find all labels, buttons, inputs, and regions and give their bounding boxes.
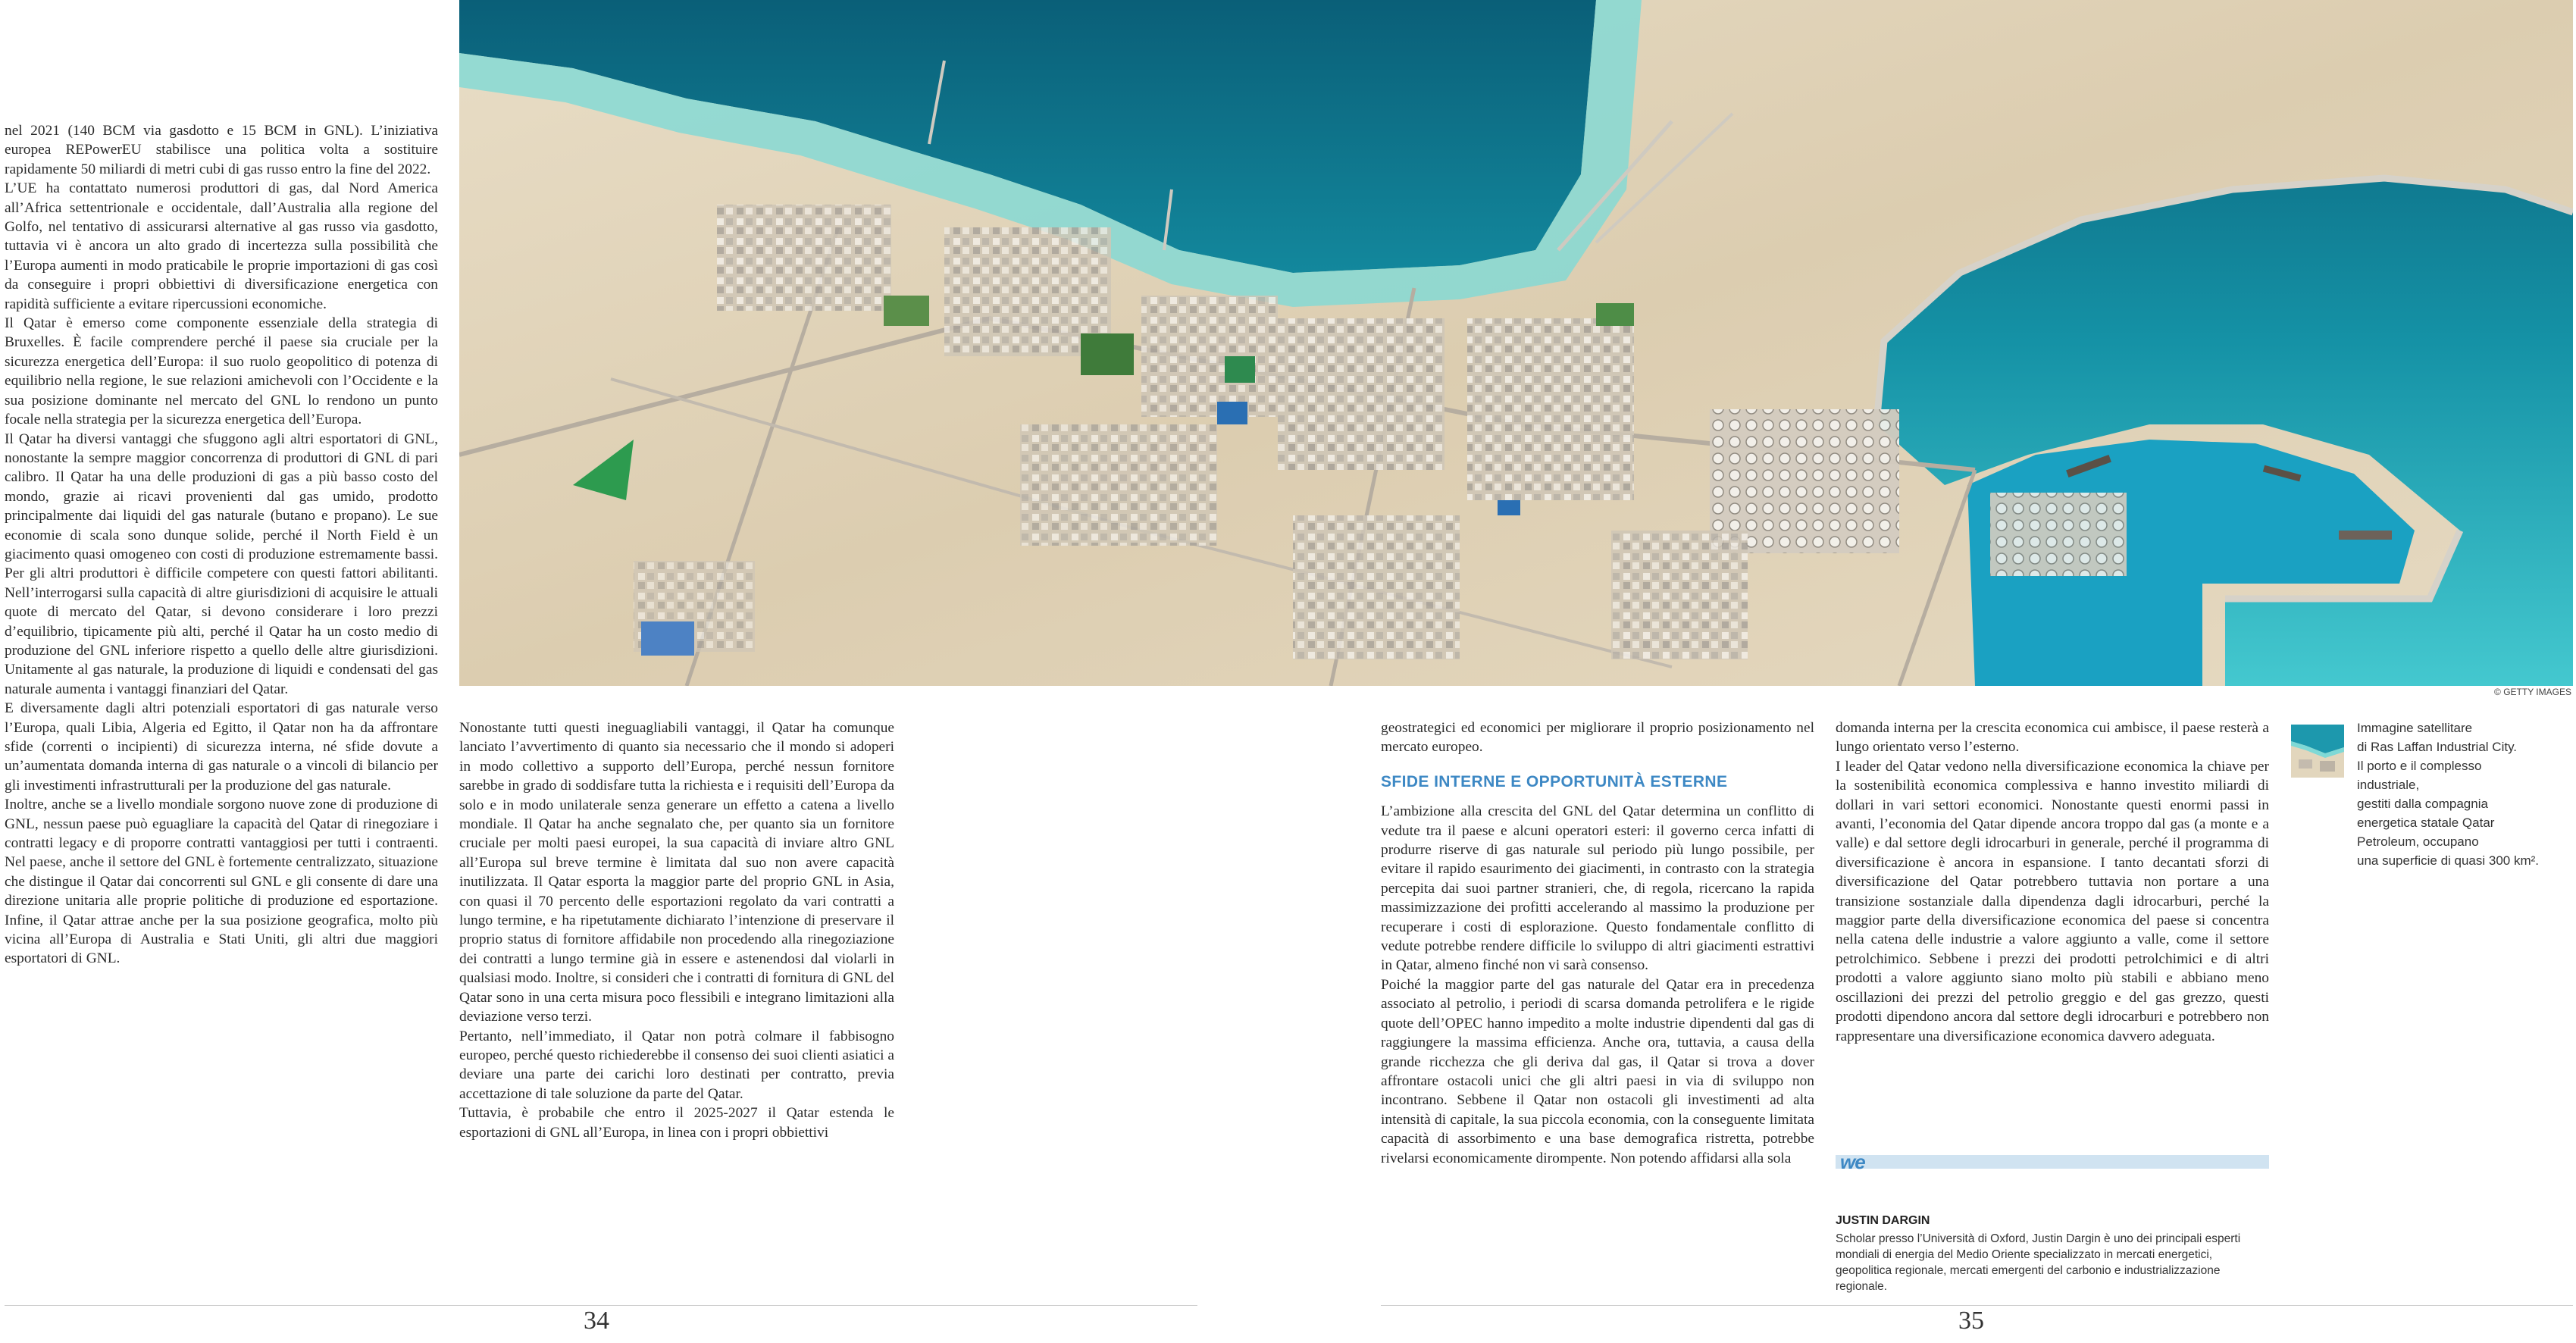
page-number-right: 35 <box>1958 1307 1984 1335</box>
paragraph: Inoltre, anche se a livello mondiale sorgono nuove zone di produzione di GNL, nessun paese può eguagliare la capacità del Qatar di rinegoziare i contratti legacy e di proporre contratti vantaggiosi per tutti i contraenti. Nel paese, anche il settore del GNL è fortemente centralizzato, situazione che distingue il Qatar dai concorrenti sul GNL e gli consente di dare una direzione unitaria alle proprie politiche di produzione ed esportazione. Infine, il Qatar attrae anche per la sua posizione geografica, molto più vicina all’Europa di Australia e Stati Uniti, gli altri due maggiori esportatori di GNL. <box>5 797 438 967</box>
satellite-photo <box>459 0 2573 686</box>
paragraph: Tuttavia, è probabile che entro il 2025-2027 il Qatar estenda le esportazioni di GNL all’Europa, in linea con i propri obbiettivi <box>459 1105 894 1141</box>
paragraph: Nonostante tutti questi ineguagliabili vantaggi, il Qatar ha comunque lanciato l’avvertimento di quanto sia necessario che il mondo si adoperi in modo collettivo a supporto dell’Europa, perché nessun fornitore sarebbe in grado di soddisfare tutta la richiesta e i requisiti dell’Europa da solo e in modo unilaterale senza generare un effetto a catena a livello mondiale. Il Qatar ha anche segnalato che, per quanto sia un fornitore cruciale per molti paesi europei, la sua capacità di inviare altro GNL all’Europa sul breve termine è limitata dal suo non avere capacità inutilizzata. Il Qatar esporta la maggior parte del proprio GNL in Asia, con quasi il 70 percento delle esportazioni regolato da vari contratti a lungo termine, e ha ripetutamente dichiarato l’intenzione di preservare il proprio status di fornitore affidabile non procedendo alla rinegoziazione dei contratti a lungo termine già in essere e astenendosi dal violarli in qualsiasi modo. Inoltre, si consideri che i contratti di fornitura di GNL del Qatar sono in una certa misura poco flessibili e integrano limitazioni alla deviazione verso terzi. <box>459 720 894 1025</box>
footer-rule-right <box>1381 1305 2573 1306</box>
author-name: JUSTIN DARGIN <box>1836 1214 1930 1227</box>
caption-line: Petroleum, occupano <box>2357 834 2479 849</box>
section-heading: SFIDE INTERNE E OPPORTUNITÀ ESTERNE <box>1381 772 1728 790</box>
caption-line: una superficie di quasi 300 km². <box>2357 853 2540 868</box>
paragraph: domanda interna per la crescita economica cui ambisce, il paese resterà a lungo orientato verso l’esterno. <box>1836 720 2269 756</box>
footer-rule-left <box>5 1305 1197 1306</box>
paragraph: L’ambizione alla crescita del GNL del Qatar determina un conflitto di vedute tra il paese e alcuni operatori esteri: il governo cerca infatti di produrre riserve di gas naturale sul periodo più lungo possibile, per evitare il rapido esaurimento dei giacimenti, in contrasto con la strategia percepita dai suoi partner stranieri, che, di regola, ricercano la rapida massimizzazione dei profitti accelerando al massimo la produzione per recuperare i costi di esplorazione. Questo fondamentale conflitto di vedute potrebbe rendere difficile lo sviluppo di altri giacimenti estrattivi in Qatar, almeno finché non vi sarà consenso. <box>1381 803 1814 974</box>
paragraph: geostrategici ed economici per migliorare il proprio posizionamento nel mercato europeo. <box>1381 720 1814 756</box>
author-divider-bar <box>1836 1155 2269 1169</box>
author-bio: Scholar presso l’Università di Oxford, Justin Dargin è uno dei principali esperti mondiali di energia del Medio Oriente specializzato in mercati energetici, geopolitica regionale, mercati emergenti del carbonio e industrializzazione regionale. <box>1836 1232 2241 1293</box>
caption-line: Immagine satellitare <box>2357 721 2473 735</box>
article-column-1 <box>5 121 438 969</box>
paragraph: Pertanto, nell’immediato, il Qatar non potrà colmare il fabbisogno europeo, perché questo richiederebbe il consenso dei suoi clienti asiatici a deviare una parte dei carichi loro destinati per contratto, previa accettazione di tale soluzione da parte del Qatar. <box>459 1028 894 1102</box>
caption-line: di Ras Laffan Industrial City. <box>2357 740 2518 754</box>
article-column-3 <box>1381 718 1814 1168</box>
caption-line: energetica statale Qatar <box>2357 816 2495 830</box>
caption-line: Il porto e il complesso industriale, <box>2357 759 2482 792</box>
paragraph: Il Qatar è emerso come componente essenziale della strategia di Bruxelles. È facile comprendere perché il paese sia cruciale per la sicurezza energetica dell’Europa: il suo ruolo geopolitico di potenza di equilibrio nella regione, le sue relazioni amichevoli con l’Occidente e la sua posizione dominante nel mercato del GNL lo rendono un punto focale nella strategia per la sicurezza energetica dell’Europa. <box>5 315 438 428</box>
paragraph: Poiché la maggior parte del gas naturale del Qatar era in precedenza associato al petrolio, i periodi di scarsa domanda petrolifera e le rigide quote dell’OPEC hanno impedito a molte industrie dipendenti dal gas di raggiungere la massima efficienza. Anche ora, tuttavia, a causa della grande ricchezza che gli deriva dal gas, il Qatar si trova a dover affrontare ostacoli unici che gli altri paesi in via di sviluppo non incontrano. Sebbene il Qatar non ostacoli gli investimenti ad alta intensità di capitale, la sua piccola economia, con la conseguente limitata capacità di assorbimento e una base demografica ristretta, potrebbe rivelarsi economicamente dirompente. Non potendo affidarsi alla sola <box>1381 976 1814 1166</box>
article-column-4 <box>1836 718 2269 1046</box>
page-number-left: 34 <box>584 1307 609 1335</box>
paragraph: L’UE ha contattato numerosi produttori di gas, dal Nord America all’Africa settentrionale e occidentale, dall’Australia alla regione del Golfo, nel tentativo di assicurarsi alternative al gas russo via gasdotto, tuttavia vi è ancora un alto grado di incertezza sulla possibilità che l’Europa aumenti in modo praticabile le proprie importazioni di gas così da conseguire i propri obbiettivi di diversificazione energetica con rapidità sufficiente a evitare ripercussioni economiche. <box>5 180 438 312</box>
photo-caption <box>2296 718 2546 870</box>
article-column-2 <box>459 718 894 1142</box>
caption-line: gestiti dalla compagnia <box>2357 797 2488 811</box>
photo-credit: © GETTY IMAGES <box>2494 687 2571 697</box>
satellite-image-illustration <box>459 0 2573 686</box>
paragraph: I leader del Qatar vedono nella diversificazione economica la chiave per la sostenibilità economica complessiva e hanno investito miliardi di dollari in vari settori economici. Nonostante questi enormi passi in avanti, l’economia del Qatar dipende ancora troppo dal gas (a monte e a valle) e dal settore degli idrocarburi in generale, perché il programma di diversificazione è ancora in espansione. I tanto decantati sforzi di diversificazione del Qatar potrebbero tuttavia non portare a una transizione sostanziale dalla dipendenza dagli idrocarburi, perché la maggior parte della diversificazione economica del paese si concentra nella catena delle industrie a valore aggiunto a valle, come il settore petrolchimico. Sebbene i prezzi dei prodotti petrolchimici e di altri prodotti a valore aggiunto siano molto più stabili e abbiano meno oscillazioni dei prezzi del petrolio greggio e del gas grezzo, questi prodotti dipendono ancora dal settore degli idrocarburi e potrebbero non rappresentare una diversificazione economica davvero adeguata. <box>1836 758 2269 1044</box>
paragraph: Il Qatar ha diversi vantaggi che sfuggono agli altri esportatori di GNL, nonostante la sempre maggior concorrenza di produttori di GNL di pari calibro. Il Qatar ha una delle produzioni di gas a più basso costo del mondo, grazie ai ricavi provenienti dal gas umido, prodotto principalmente dai liquidi del gas naturale (butano e propano). Le sue economie di scala sono dunque solide, perché il North Field è un giacimento quasi omogeneo con costi di produzione estremamente bassi. Per gli altri produttori è difficile competere con questi fattori abilitanti. Nell’interrogarsi sulla capacità di altre giurisdizioni di acquisire le attuali quote di mercato del Qatar, si devono considerare i loro prezzi d’equilibrio, tipicamente più alti, perché il Qatar ha un costo medio di produzione del GNL inferiore rispetto a quello delle altre giurisdizioni. Unitamente al gas naturale, la produzione di liquidi e condensati del gas naturale aumenta i vantaggi finanziari del Qatar. <box>5 430 438 697</box>
paragraph: E diversamente dagli altri potenziali esportatori di gas naturale verso l’Europa, quali Libia, Algeria ed Egitto, il Qatar non ha da affrontare sfide (correnti o incipienti) di sicurezza interna, né sfide dovute a un’aumentata domanda interna di gas naturale o a vincoli di bilancio per gli investimenti infrastrutturali per la produzione del gas naturale. <box>5 700 438 794</box>
magazine-logo: we <box>1840 1150 1865 1173</box>
paragraph: nel 2021 (140 BCM via gasdotto e 15 BCM in GNL). L’iniziativa europea REPowerEU stabilisce una politica volta a sostituire rapidamente 50 miliardi di metri cubi di gas russo entro la fine del 2022. <box>5 123 438 177</box>
